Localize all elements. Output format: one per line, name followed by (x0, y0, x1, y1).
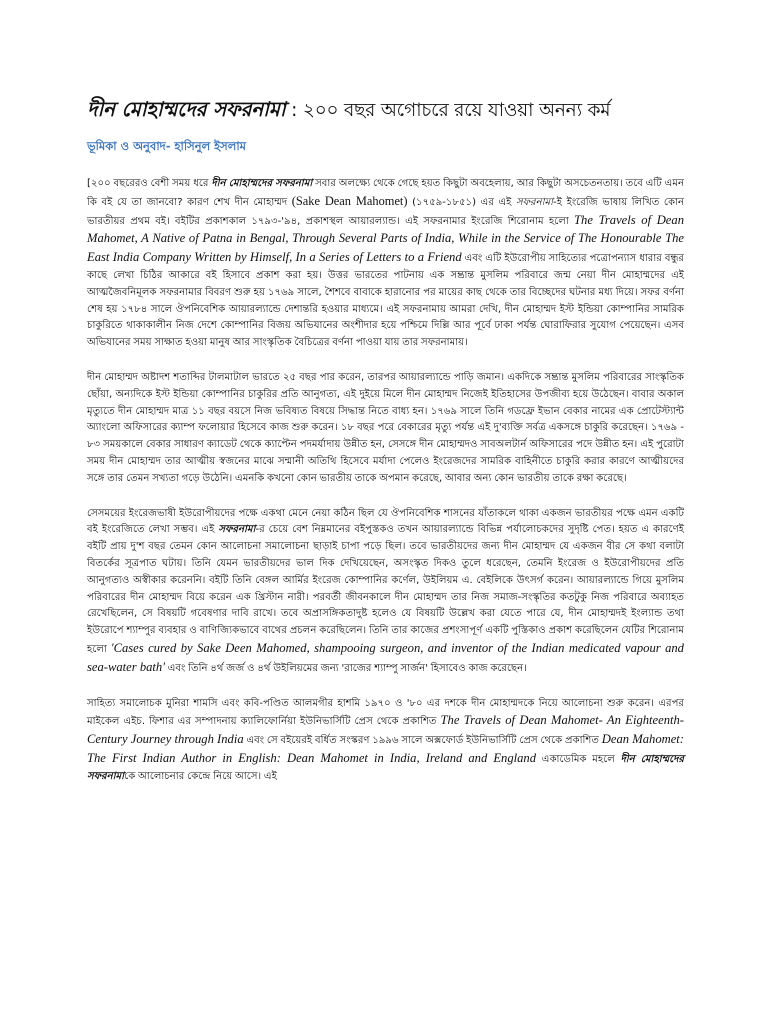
p4-book-title-bn: দীন মোহাম্মদের সফরনামা (87, 753, 684, 782)
p3-text-c: -র চেয়ে বেশ নিম্নমানের বইপুস্তকও তখন আয়ারল্যান্ডে বিভিন্ন পর্যালোচকদের সুদৃষ্টি পেত। হয়ত এ কারণেই বইটি প্রায় দু'শ বছর তেমন কোন আলোচনা সমালোচনা ছাড়াই চাপা পড়ে ছিল। তবে ভারতীয়দের জন্য দীন মোহাম্মদ যে একজন বীর সে কথা বলাটা বিতর্কের সূত্রপাত ঘটায়। তিনি যেমন ভারতীয়দের ভাল দিক দেখিয়েছেন, অসংস্কৃত দিকও তুলে ধরেছেন, তেমনি ইংরেজ ও ইউরোপীয়দের প্রতি আনুগত্যও অস্বীকার করেননি। বইটি তিনি বেঙ্গল আর্মির ইংরেজ কোম্পানির কর্ণেল, উইলিয়ম এ. বেইলিকে উৎসর্গ করেন। আয়ারল্যান্ডে গিয়ে মুসলিম পরিবারের দীন মোহাম্মদ বিয়ে করেন এক খ্রিস্টান নারী। পরবর্তী জীবনকালে দীন মোহাম্মদ তার নিজ সমাজ-সংস্কৃতির কতটুকু নিজ পরিবারে অব্যাহত রেখেছিলেন, সে বিষয়টি গবেষণার দাবি রাখে। তবে অপ্রাসঙ্গিকতাদুষ্ট হলেও যে বিষয়টি উল্লেখ করা যেতে পারে যে, দীন মোহাম্মদই ইংল্যান্ড তথা ইউরোপে শ্যাম্পুর ব্যবহার ও বাণিজ্যিকভাবে বাথের প্রচলন করেছিলেন। তিনি তার কাজের প্রশংসাপূর্ণ একটি পুস্তিকাও প্রকাশ করেছিলেন যেটির শিরোনাম হলো (87, 524, 685, 655)
p1-text-g: -ই ইংরেজি ভাষায় লিখিত কোন ভারতীয়র প্রথম বই। বইটির প্রকাশকাল ১৭৯৩-'৯৪, প্রকাশস্থল আয়ারল্যান্ড। এই সফরনামার ইংরেজি শিরোনাম হলো (87, 196, 684, 227)
p3-text-e: এবং তিনি ৪র্থ জর্জ ও ৪র্থ উইলিয়মের জন্য 'রাজের শ্যাম্পু সার্জন' হিসাবেও কাজ করেছেন। (164, 662, 527, 674)
title-subtitle: : ২০০ বছর অগোচরে রয়ে যাওয়া অনন্য কর্ম (285, 100, 611, 121)
p4-text-e: একাডেমিক মহলে (536, 753, 621, 765)
p4-book-title-2: Dean Mahomet: The First Indian Author in English: Dean Mahomet in India, Ireland and England (87, 732, 684, 765)
p1-author-name-en: (Sake Dean Mahomet) (291, 193, 408, 208)
paragraph-1 (87, 176, 684, 352)
p1-english-title: The Travels of Dean Mahomet, A Native of Patna in Bengal, Through Several Parts of India, While in the Service of The Honourable The East India Company Written by Himself, In a Series of Letters to a Friend (87, 212, 684, 265)
p3-safarnama-term: সফরনামা (218, 524, 256, 536)
p3-text-a: সেসময়ের ইংরেজভাষী ইউরোপীয়দের পক্ষে একথা মেনে নেয়া কঠিন ছিল যে ঔপনিবেশিক শাসনের যাঁতাকলে থাকা একজন ভারতীয়র পক্ষে এমন একটি বই ইংরেজিতে লেখা সম্ভব। এই (87, 507, 684, 536)
p2-text: দীন মোহাম্মদ অষ্টাদশ শতাব্দির টালমাটাল ভারতে ২৫ বছর পার করেন, তারপর আয়ারল্যান্ডে পাড়ি জমান। একদিকে সম্ভ্রান্ত মুসলিম পরিবারের সাংস্কৃতিক ছোঁয়া, অন্যদিকে ইস্ট ইন্ডিয়া কোম্পানির চাকুরির প্রতি আনুগত্য, এই দুইয়ে মিলে দীন মোহাম্মদ নিজেই ইতিহাসের উপজীব্য হয়ে উঠেছেন। বাবার অকাল মৃত্যুতে দীন মোহাম্মদ মাত্র ১১ বছর বয়সে নিজ ভবিষ্যত বিষয়ে সিদ্ধান্ত নিতে বাধ্য হন। ১৭৬৯ সালে তিনি গডফ্রে ইভান বেকার নামের এক প্রোটেস্ট্যান্ট অ্যাংলো অফিসারের ক্যাম্প ফলোয়ার হিসেবে কাজ শুরু করেন। ১৮ বছর পরে বেকারের মৃত্যু পর্যন্ত এই দু'ব্যক্তি সর্বত্র একসঙ্গে চাকুরি করেছেন। ১৭৬৯ - ৮৩ সময়কালে বেকার সাধারণ ক্যাডেট থেকে ক্যাপ্টেন পদমর্যাদায় উন্নীত হন, সেসঙ্গে দীন মোহাম্মদও সাবঅলটার্ন অফিসারের পদে উন্নীত হন। এই পুরোটা সময় দীন মোহাম্মদ তার আত্মীয় স্বজনের মাঝে সম্মানী অতিথি হিসেবে মর্যাদা পেলেও ইংরেজদের সামরিক বাহিনীতে চাকুরি করার কারণে আত্মীয়দের সঙ্গে তার তেমন সখ্যতা গড়ে উঠেনি। এমনকি কখনো কোন ভারতীয় তাকে অপমান করেছে, আবার অন্য কোন ভারতীয় তাকে রক্ষা করেছে। (87, 371, 684, 484)
p1-text-c: সবার অলক্ষ্যে থেকে গেছে হয়ত কিছুটা অবহেলায়, আর কিছুটা অসচেতনতায়। তবে এটি এমন কি বই যে তা জানবো? কারণ শেখ দীন মোহাম্মদ (87, 178, 684, 208)
paragraph-3 (87, 506, 684, 678)
p4-text-g: কে আলোচনার কেন্দ্রে নিয়ে আসে। এই (124, 770, 277, 782)
p4-book-title-1: The Travels of Dean Mahomet- An Eighteenth-Century Journey through India (87, 713, 685, 747)
p1-text-e: (১৭৫৯-১৮৫১) এর এই (407, 196, 516, 208)
p1-book-title-bn: দীন মোহাম্মদের সফরনামা (211, 178, 313, 189)
p4-text-c: এবং সে বইয়েরই বর্ধিত সংস্করণ ১৯৯৬ সালে অক্সফোর্ড ইউনিভার্সিটি প্রেস থেকে প্রকাশিত (243, 735, 602, 747)
title-main: দীন মোহাম্মদের সফরনামা (87, 97, 286, 121)
p1-text-a: [২০০ বছরেরও বেশী সময় ধরে (87, 178, 212, 189)
p4-text-a: সাহিত্য সমালোচক মুনিরা শামসি এবং কবি-পণ্ডিত আলমগীর হাশমি ১৯৭০ ও '৮০ এর দশকে দীন মোহাম্মদকে নিয়ে আলোচনা শুরু করেন। এরপর মাইকেল এইচ. ফিশার এর সম্পাদনায় ক্যালিফোর্নিয়া ইউনিভার্সিটি প্রেস থেকে প্রকাশিত (87, 697, 684, 728)
p1-safarnama-term: সফরনামা (516, 196, 554, 208)
p1-text-i: এবং এটি ইউরোপীয় সাহিত্যের পত্রোপন্যাস ধারার বন্ধুর কাছে লেখা চিঠির আকারে বই হিসাবে প্রকাশ করা হয়। উত্তর ভারতের পাটনায় এক সম্ভ্রান্ত মুসলিম পরিবারে জন্ম নেয়া দীন মোহাম্মদের এই আত্মজৈবনিমূলক সফরনামার বিবরণ শুরু হয় ১৭৬৯ সালে, শৈশবে বাবাকে হারানোর পর মায়ের কাছ থেকে তার বিচ্ছেদের ঘটনার মধ্য দিয়ে। সফর বর্ণনা শেষ হয় ১৭৮৪ সালে ঔপনিবেশিক আয়ারল্যান্ডে দেশান্তরি হওয়ার মাধ্যমে। এই সফরনামায় আমরা দেখি, দীন মোহাম্মদ ইস্ট ইন্ডিয়া কোম্পানির সামরিক চাকুরিতে থাকাকালীন নিজ দেশে কোম্পানির বিজয় অভিযানের অংশীদার হয়ে পশ্চিমে দিল্লি আর পূর্বে ঢাকা পর্যন্ত ঘোরাফিরার সুযোগ পেয়েছেন। এসব অভিযানের সময় সাক্ষাত হওয়া মানুষ আর সাংস্কৃতিক বৈচিত্রের বর্ণনা পাওয়া যায় তার সফরনামায়। (87, 253, 684, 349)
paragraph-2 (87, 370, 684, 488)
byline: ভূমিকা ও অনুবাদ- হাসিনুল ইসলাম (87, 139, 247, 153)
paragraph-4 (87, 696, 684, 786)
p3-pamphlet-title: 'Cases cured by Sake Deen Mahomed, shampooing surgeon, and inventor of the Indian medicated vapour and sea-water bath' (87, 640, 684, 674)
page-title (87, 96, 684, 124)
